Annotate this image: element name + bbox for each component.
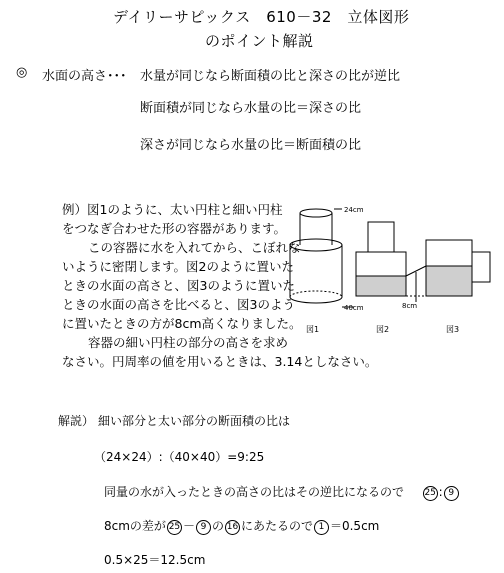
label-8cm: 8cm	[402, 302, 418, 310]
label-fig3: 図3	[446, 325, 460, 334]
circled-25-b: 25	[167, 520, 182, 535]
solution-intro: 細い部分と太い部分の断面積の比は	[98, 414, 291, 428]
particle-no: の	[211, 519, 224, 533]
solution-line-4-pre: 8cmの差が	[104, 519, 166, 533]
page-title: デイリーサピックス 610－32 立体図形	[113, 8, 410, 26]
rule-1: 水量が同じなら断面積の比と深さの比が逆比	[140, 69, 401, 84]
solution-line-5: 0.5×25＝12.5cm	[104, 553, 206, 567]
solution-line-4	[104, 517, 379, 535]
example-label: 例）	[62, 202, 88, 217]
example-line-8: 容器の細い円柱の部分の高さを求め	[88, 335, 289, 350]
point-heading: 水面の高さ･･･	[42, 69, 127, 84]
bullet-mark: ◎	[16, 65, 28, 80]
circled-16: 16	[225, 520, 240, 535]
example-line-3: この容器に水を入れてから、こぼれな	[88, 240, 301, 255]
solution-line-4-end: ＝0.5cm	[329, 519, 380, 533]
solution-calc: （24×24）:（40×40）=9:25	[94, 450, 265, 464]
example-line-7: に置いたときの方が8cm高くなりました。	[62, 316, 302, 331]
solution-line-4-mid: にあたるので	[240, 519, 313, 533]
label-fig1: 図1	[306, 325, 320, 334]
page-subtitle: のポイント解説	[205, 32, 314, 50]
solution-label: 解説）	[58, 414, 95, 428]
label-40cm: 40cm	[344, 304, 364, 312]
example-line-6: ときの水面の高さを比べると、図3のよう	[62, 297, 295, 312]
minus-sign: －	[182, 519, 195, 533]
example-line-1: 図1のように、太い円柱と細い円柱	[87, 202, 283, 217]
circled-25: 25	[423, 486, 438, 501]
example-line-9: なさい。円周率の値を用いるときは、3.14としなさい。	[62, 354, 378, 369]
example-line-5: ときの水面の高さと、図3のように置いた	[62, 278, 295, 293]
rule-2: 断面積が同じなら水量の比＝深さの比	[140, 101, 362, 116]
circled-1: 1	[314, 520, 329, 535]
container-figure	[284, 196, 494, 360]
circled-9: 9	[444, 486, 459, 501]
example-line-2: をつなぎ合わせた形の容器があります。	[62, 221, 287, 236]
solution-line-3-text: 同量の水が入ったときの高さの比はその逆比になるので	[104, 485, 405, 499]
label-fig2: 図2	[376, 325, 390, 334]
solution-line-3: 同量の水が入ったときの高さの比はその逆比になるので 25 : 9	[104, 483, 460, 501]
example-line-4: いように密閉します。図2のように置いた	[62, 259, 294, 274]
circled-9-b: 9	[196, 520, 211, 535]
label-24cm: 24cm	[344, 206, 364, 214]
rule-3: 深さが同じなら水量の比＝断面積の比	[140, 138, 362, 153]
